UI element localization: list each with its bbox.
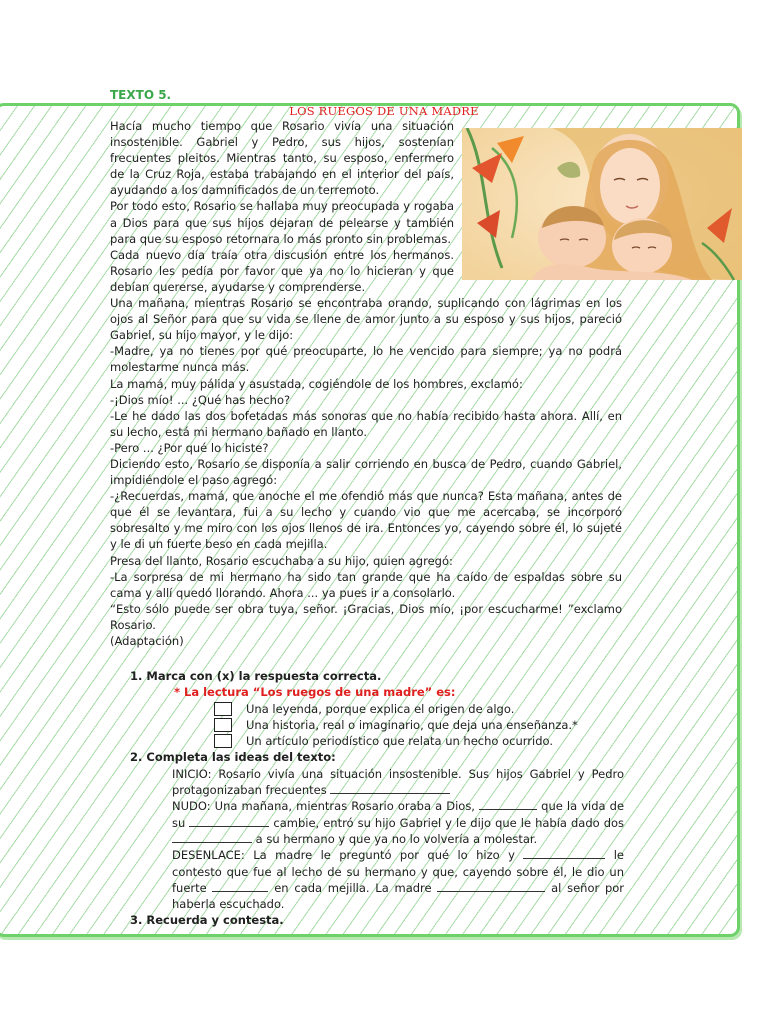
question-1-options <box>214 701 624 750</box>
question-3-title: 3. Recuerda y contesta. <box>130 913 284 928</box>
question-2-title: 2. Completa las ideas del texto: <box>130 750 336 765</box>
story-paragraph: -¡Dios mío! ... ¿Qué has hecho? <box>110 392 291 407</box>
option-row <box>214 717 624 733</box>
questions-section <box>130 668 624 929</box>
inicio-line: INICIO: Rosario vivía una situación insostenible. Sus hijos Gabriel y Pedro protagonizaban frecuentes <box>172 766 624 798</box>
fill-blank[interactable] <box>523 848 605 859</box>
story-paragraph: Hacía mucho tiempo que Rosario vivía una situación insostenible. Gabriel y Pedro, sus hijos, sostenían frecuentes pleitos. Mientras tanto, su esposo, enfermero de la Cruz Roja, estaba trabajando en el interior del país, ayudando a los damnificados de un terremoto. <box>110 119 454 198</box>
story-paragraph: -Pero ... ¿Por qué lo hiciste? <box>110 440 269 455</box>
option-row <box>214 733 624 749</box>
option-label: Una leyenda, porque explica el origen de algo. <box>246 701 515 716</box>
story-paragraph: Cada nuevo día traía otra discusión entre los hermanos. Rosario les pedía por favor que ya no lo hicieran y que debían quererse, ayudarse y comprenderse. <box>110 247 454 294</box>
question-1-title: 1. Marca con (x) la respuesta correcta. <box>130 669 382 683</box>
fill-blank[interactable] <box>330 783 450 794</box>
story-paragraph: Una mañana, mientras Rosario se encontraba orando, suplicando con lágrimas en los ojos al Señor para que su vida se llene de amor junto a su esposo y sus hijos, pareció Gabriel, su hijo mayor, y le dijo: <box>110 296 622 343</box>
story-paragraph: “Esto sólo puede ser obra tuya, señor. ¡Gracias, Dios mío, ¡por escucharme! ”exclamo Rosario. <box>110 601 622 632</box>
fill-blank[interactable] <box>172 832 252 843</box>
story-text <box>110 118 622 649</box>
story-paragraph: -La sorpresa de mi hermano ha sido tan grande que ha caído de espaldas sobre su cama y allí quedó llorando. Ahora ... ya pues ir a consolarlo. <box>110 569 622 600</box>
question-2-body <box>172 766 624 913</box>
story-paragraph: Por todo esto, Rosario se hallaba muy preocupada y rogaba a Dios para que sus hijos dejaran de pelearse y también para que su esposo retornara lo más pronto sin problemas. <box>110 199 454 246</box>
nudo-line: NUDO: Una mañana, mientras Rosario oraba a Dios, que la vida de su cambie, entró su hijo Gabriel y le dijo que le había dado dos a su hermano y que ya no lo volvería a molestar. <box>172 799 625 846</box>
question-1-prompt: * La lectura “Los ruegos de una madre” es: <box>174 685 456 700</box>
fill-blank[interactable] <box>212 881 268 892</box>
answer-checkbox[interactable] <box>214 702 232 716</box>
option-label: Una historia, real o imaginario, que deja una enseñanza.* <box>246 717 578 732</box>
mother-children-illustration <box>462 128 742 280</box>
fill-blank[interactable] <box>479 799 537 810</box>
fill-blank[interactable] <box>437 881 545 892</box>
story-title: LOS RUEGOS DE UNA MADRE <box>289 104 479 118</box>
fill-blank[interactable] <box>189 816 269 827</box>
adaptation-note: (Adaptación) <box>110 634 184 648</box>
answer-checkbox[interactable] <box>214 718 232 732</box>
option-row <box>214 701 624 717</box>
texto-label: TEXTO 5. <box>110 88 172 102</box>
option-label: Un artículo periodístico que relata un hecho ocurrido. <box>246 734 553 749</box>
story-paragraph: -Madre, ya no tienes por qué preocuparte, lo he vencido para siempre; ya no podrá molestarme nunca más. <box>110 344 622 375</box>
story-paragraph: -¿Recuerdas, mamá, que anoche el me ofendió más que nunca? Esta mañana, antes de que él se levantara, fui a su lecho y cuando vio que me acercaba, se incorporó sobresalto y me miro con los ojos llenos de ira. Entonces yo, cayendo sobre él, lo sujeté y le di un fuerte beso en cada mejilla. <box>110 489 622 552</box>
story-paragraph: Presa del llanto, Rosario escuchaba a su hijo, quien agregó: <box>110 553 453 568</box>
desenlace-line: DESENLACE: La madre le preguntó por qué lo hizo y le contesto que fue al lecho de su hermano y que, cayendo sobre él, le dio un fuerte en cada mejilla. La madre al señor por haberla escuchado. <box>172 848 625 912</box>
story-paragraph: -Le he dado las dos bofetadas más sonoras que no había recibido hasta ahora. Allí, en su lecho, está mi hermano bañado en llanto. <box>110 408 622 439</box>
answer-checkbox[interactable] <box>214 734 232 748</box>
story-paragraph: La mamá, muy pálida y asustada, cogiéndole de los hombres, exclamó: <box>110 376 523 391</box>
story-paragraph: Diciendo esto, Rosario se disponía a salir corriendo en busca de Pedro, cuando Gabriel, impidiéndole el paso agregó: <box>110 456 622 488</box>
